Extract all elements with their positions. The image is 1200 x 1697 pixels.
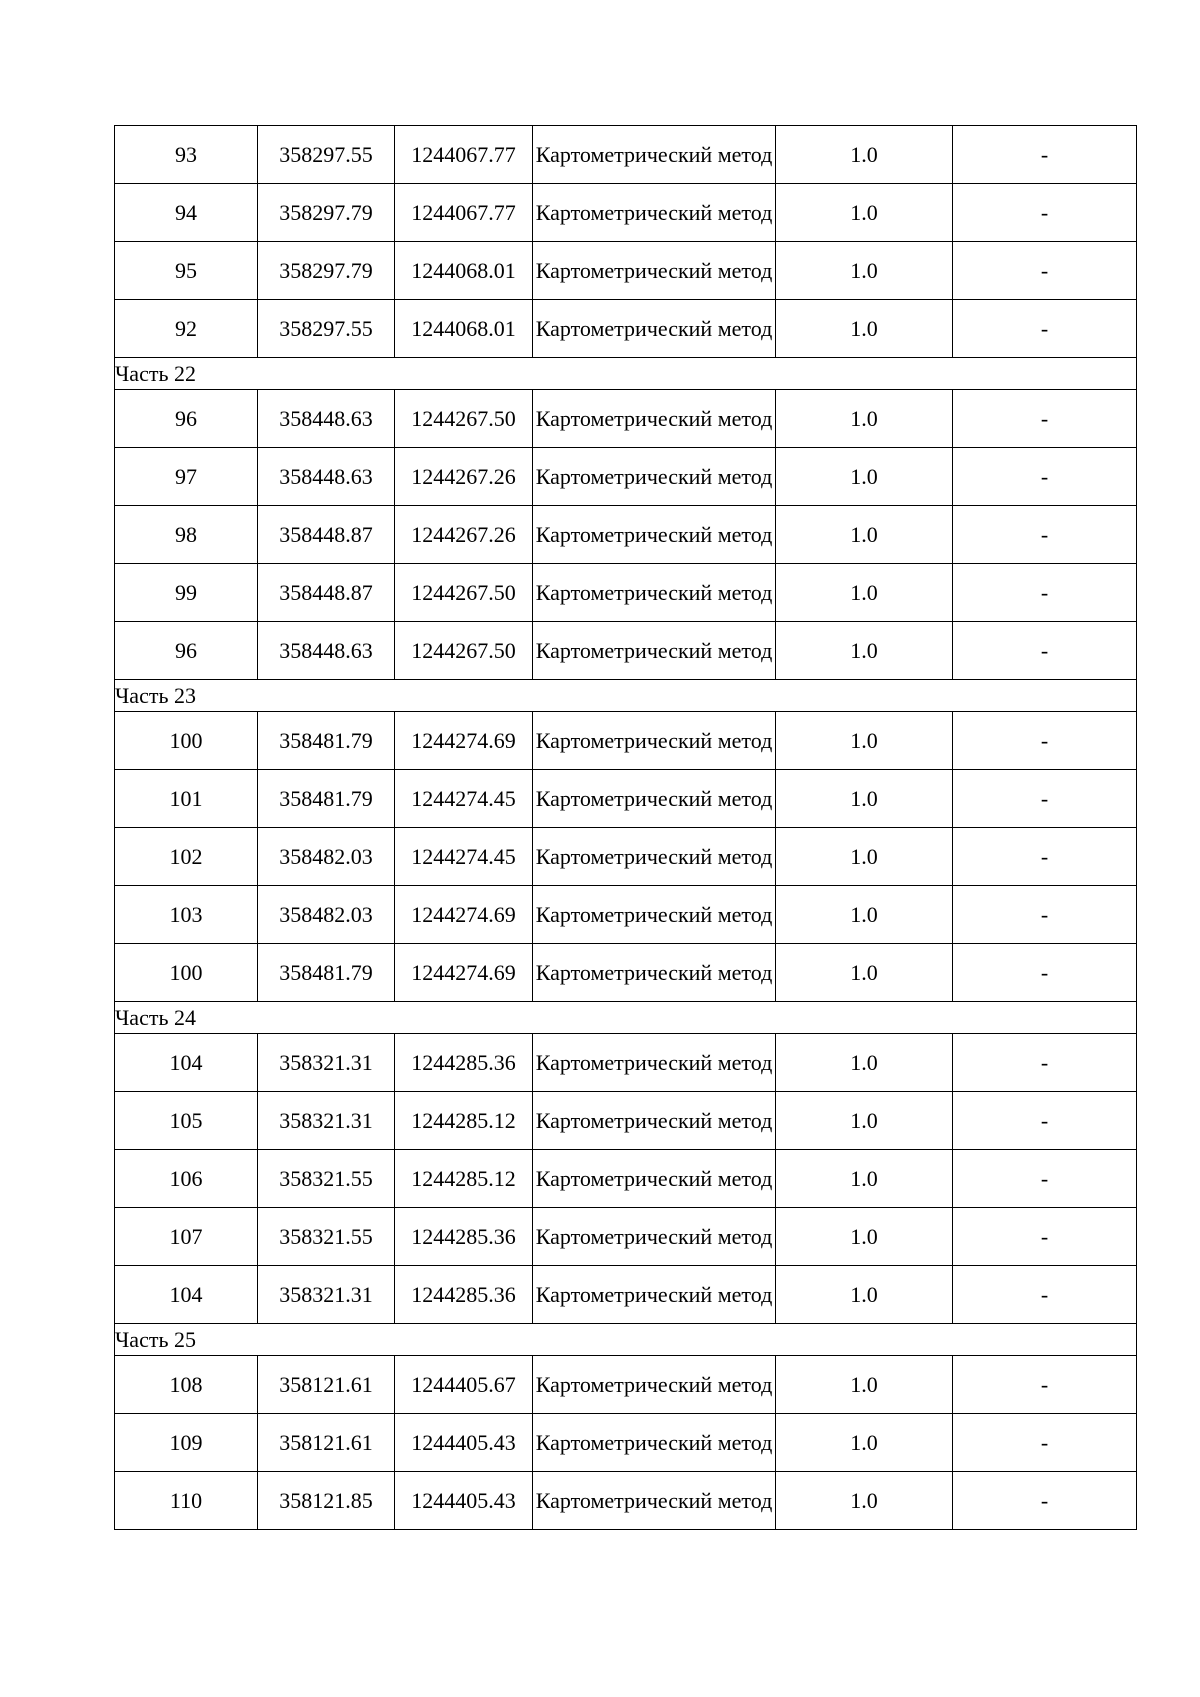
accuracy-cell: 1.0: [776, 1356, 953, 1414]
y-coordinate-cell: 1244274.69: [395, 944, 533, 1002]
y-coordinate-cell: 1244285.36: [395, 1208, 533, 1266]
x-coordinate-cell: 358448.63: [258, 390, 395, 448]
table-row: [115, 1356, 1137, 1414]
note-cell: -: [953, 886, 1137, 944]
method-cell: [533, 1208, 776, 1266]
accuracy-cell: 1.0: [776, 1208, 953, 1266]
y-coordinate-cell: 1244274.45: [395, 828, 533, 886]
method-cell: [533, 300, 776, 358]
method-cell: [533, 564, 776, 622]
point-number-cell: 93: [115, 126, 258, 184]
note-cell: -: [953, 242, 1137, 300]
accuracy-cell: 1.0: [776, 506, 953, 564]
x-coordinate-cell: 358297.79: [258, 184, 395, 242]
accuracy-cell: 1.0: [776, 184, 953, 242]
note-cell: -: [953, 1150, 1137, 1208]
note-cell: -: [953, 1356, 1137, 1414]
method-text: Картометрический метод: [535, 141, 773, 167]
note-cell: -: [953, 712, 1137, 770]
part-header-row: [115, 358, 1137, 390]
y-coordinate-cell: 1244285.12: [395, 1150, 533, 1208]
x-coordinate-cell: 358121.85: [258, 1472, 395, 1530]
accuracy-cell: 1.0: [776, 1150, 953, 1208]
part-label: Часть 23: [115, 680, 1137, 712]
y-coordinate-cell: 1244067.77: [395, 126, 533, 184]
y-coordinate-cell: 1244267.50: [395, 564, 533, 622]
method-text: Картометрический метод: [535, 1429, 773, 1455]
point-number-cell: 109: [115, 1414, 258, 1472]
method-cell: [533, 506, 776, 564]
method-text: Картометрический метод: [535, 1371, 773, 1397]
table-row: [115, 300, 1137, 358]
method-cell: [533, 622, 776, 680]
note-cell: -: [953, 448, 1137, 506]
part-header-row: [115, 1002, 1137, 1034]
x-coordinate-cell: 358481.79: [258, 944, 395, 1002]
x-coordinate-cell: 358297.55: [258, 300, 395, 358]
table-row: [115, 564, 1137, 622]
table-row: [115, 1472, 1137, 1530]
method-cell: [533, 1356, 776, 1414]
note-cell: -: [953, 184, 1137, 242]
x-coordinate-cell: 358321.31: [258, 1266, 395, 1324]
method-text: Картометрический метод: [535, 257, 773, 283]
x-coordinate-cell: 358482.03: [258, 828, 395, 886]
x-coordinate-cell: 358321.31: [258, 1034, 395, 1092]
method-cell: [533, 770, 776, 828]
point-number-cell: 100: [115, 944, 258, 1002]
table-row: [115, 184, 1137, 242]
y-coordinate-cell: 1244068.01: [395, 242, 533, 300]
method-text: Картометрический метод: [535, 843, 773, 869]
accuracy-cell: 1.0: [776, 712, 953, 770]
accuracy-cell: 1.0: [776, 564, 953, 622]
method-cell: [533, 1150, 776, 1208]
method-text: Картометрический метод: [535, 405, 773, 431]
point-number-cell: 103: [115, 886, 258, 944]
method-text: Картометрический метод: [535, 521, 773, 547]
method-cell: [533, 1092, 776, 1150]
y-coordinate-cell: 1244274.45: [395, 770, 533, 828]
point-number-cell: 110: [115, 1472, 258, 1530]
point-number-cell: 96: [115, 390, 258, 448]
note-cell: -: [953, 564, 1137, 622]
x-coordinate-cell: 358481.79: [258, 712, 395, 770]
method-cell: [533, 448, 776, 506]
note-cell: -: [953, 828, 1137, 886]
table-row: [115, 506, 1137, 564]
method-text: Картометрический метод: [535, 579, 773, 605]
table-row: [115, 622, 1137, 680]
point-number-cell: 95: [115, 242, 258, 300]
accuracy-cell: 1.0: [776, 1472, 953, 1530]
note-cell: -: [953, 300, 1137, 358]
x-coordinate-cell: 358297.79: [258, 242, 395, 300]
point-number-cell: 105: [115, 1092, 258, 1150]
y-coordinate-cell: 1244285.36: [395, 1034, 533, 1092]
part-header-row: [115, 680, 1137, 712]
note-cell: -: [953, 622, 1137, 680]
method-cell: [533, 828, 776, 886]
x-coordinate-cell: 358481.79: [258, 770, 395, 828]
accuracy-cell: 1.0: [776, 390, 953, 448]
method-cell: [533, 126, 776, 184]
y-coordinate-cell: 1244274.69: [395, 886, 533, 944]
table-row: [115, 828, 1137, 886]
point-number-cell: 102: [115, 828, 258, 886]
accuracy-cell: 1.0: [776, 828, 953, 886]
method-cell: [533, 184, 776, 242]
point-number-cell: 99: [115, 564, 258, 622]
method-cell: [533, 712, 776, 770]
method-cell: [533, 944, 776, 1002]
method-text: Картометрический метод: [535, 959, 773, 985]
x-coordinate-cell: 358448.63: [258, 622, 395, 680]
x-coordinate-cell: 358448.63: [258, 448, 395, 506]
y-coordinate-cell: 1244405.67: [395, 1356, 533, 1414]
table-row: [115, 1414, 1137, 1472]
table-row: [115, 1150, 1137, 1208]
table-row: [115, 1266, 1137, 1324]
method-text: Картометрический метод: [535, 463, 773, 489]
x-coordinate-cell: 358321.55: [258, 1208, 395, 1266]
table-row: [115, 1092, 1137, 1150]
note-cell: -: [953, 1414, 1137, 1472]
point-number-cell: 97: [115, 448, 258, 506]
method-cell: [533, 1414, 776, 1472]
x-coordinate-cell: 358321.55: [258, 1150, 395, 1208]
point-number-cell: 100: [115, 712, 258, 770]
method-text: Картометрический метод: [535, 785, 773, 811]
table-row: [115, 886, 1137, 944]
y-coordinate-cell: 1244267.50: [395, 622, 533, 680]
accuracy-cell: 1.0: [776, 448, 953, 506]
point-number-cell: 104: [115, 1266, 258, 1324]
y-coordinate-cell: 1244068.01: [395, 300, 533, 358]
method-cell: [533, 1266, 776, 1324]
method-text: Картометрический метод: [535, 1487, 773, 1513]
method-cell: [533, 242, 776, 300]
accuracy-cell: 1.0: [776, 1034, 953, 1092]
x-coordinate-cell: 358121.61: [258, 1414, 395, 1472]
note-cell: -: [953, 944, 1137, 1002]
accuracy-cell: 1.0: [776, 126, 953, 184]
point-number-cell: 101: [115, 770, 258, 828]
y-coordinate-cell: 1244267.26: [395, 448, 533, 506]
accuracy-cell: 1.0: [776, 242, 953, 300]
accuracy-cell: 1.0: [776, 770, 953, 828]
table-row: [115, 126, 1137, 184]
point-number-cell: 106: [115, 1150, 258, 1208]
accuracy-cell: 1.0: [776, 1414, 953, 1472]
note-cell: -: [953, 1092, 1137, 1150]
x-coordinate-cell: 358448.87: [258, 506, 395, 564]
method-cell: [533, 1034, 776, 1092]
point-number-cell: 94: [115, 184, 258, 242]
note-cell: -: [953, 1266, 1137, 1324]
y-coordinate-cell: 1244405.43: [395, 1414, 533, 1472]
point-number-cell: 108: [115, 1356, 258, 1414]
method-text: Картометрический метод: [535, 1165, 773, 1191]
x-coordinate-cell: 358321.31: [258, 1092, 395, 1150]
point-number-cell: 92: [115, 300, 258, 358]
table-row: [115, 1034, 1137, 1092]
x-coordinate-cell: 358448.87: [258, 564, 395, 622]
accuracy-cell: 1.0: [776, 1266, 953, 1324]
point-number-cell: 98: [115, 506, 258, 564]
note-cell: -: [953, 1472, 1137, 1530]
method-text: Картометрический метод: [535, 1223, 773, 1249]
y-coordinate-cell: 1244285.12: [395, 1092, 533, 1150]
x-coordinate-cell: 358482.03: [258, 886, 395, 944]
table-row: [115, 390, 1137, 448]
note-cell: -: [953, 770, 1137, 828]
method-text: Картометрический метод: [535, 727, 773, 753]
y-coordinate-cell: 1244285.36: [395, 1266, 533, 1324]
coordinates-table-body: [115, 126, 1137, 1530]
method-text: Картометрический метод: [535, 1281, 773, 1307]
note-cell: -: [953, 1034, 1137, 1092]
part-label: Часть 24: [115, 1002, 1137, 1034]
method-cell: [533, 886, 776, 944]
y-coordinate-cell: 1244274.69: [395, 712, 533, 770]
y-coordinate-cell: 1244405.43: [395, 1472, 533, 1530]
coordinates-table: [114, 125, 1137, 1530]
note-cell: -: [953, 506, 1137, 564]
part-header-row: [115, 1324, 1137, 1356]
method-cell: [533, 1472, 776, 1530]
x-coordinate-cell: 358121.61: [258, 1356, 395, 1414]
point-number-cell: 104: [115, 1034, 258, 1092]
table-row: [115, 242, 1137, 300]
part-label: Часть 22: [115, 358, 1137, 390]
point-number-cell: 96: [115, 622, 258, 680]
accuracy-cell: 1.0: [776, 886, 953, 944]
table-row: [115, 448, 1137, 506]
method-text: Картометрический метод: [535, 315, 773, 341]
y-coordinate-cell: 1244067.77: [395, 184, 533, 242]
note-cell: -: [953, 126, 1137, 184]
table-row: [115, 944, 1137, 1002]
note-cell: -: [953, 390, 1137, 448]
method-text: Картометрический метод: [535, 901, 773, 927]
x-coordinate-cell: 358297.55: [258, 126, 395, 184]
method-text: Картометрический метод: [535, 637, 773, 663]
method-text: Картометрический метод: [535, 199, 773, 225]
y-coordinate-cell: 1244267.26: [395, 506, 533, 564]
accuracy-cell: 1.0: [776, 944, 953, 1002]
table-row: [115, 712, 1137, 770]
method-text: Картометрический метод: [535, 1049, 773, 1075]
accuracy-cell: 1.0: [776, 1092, 953, 1150]
y-coordinate-cell: 1244267.50: [395, 390, 533, 448]
method-cell: [533, 390, 776, 448]
note-cell: -: [953, 1208, 1137, 1266]
table-row: [115, 1208, 1137, 1266]
method-text: Картометрический метод: [535, 1107, 773, 1133]
table-row: [115, 770, 1137, 828]
accuracy-cell: 1.0: [776, 622, 953, 680]
accuracy-cell: 1.0: [776, 300, 953, 358]
point-number-cell: 107: [115, 1208, 258, 1266]
part-label: Часть 25: [115, 1324, 1137, 1356]
